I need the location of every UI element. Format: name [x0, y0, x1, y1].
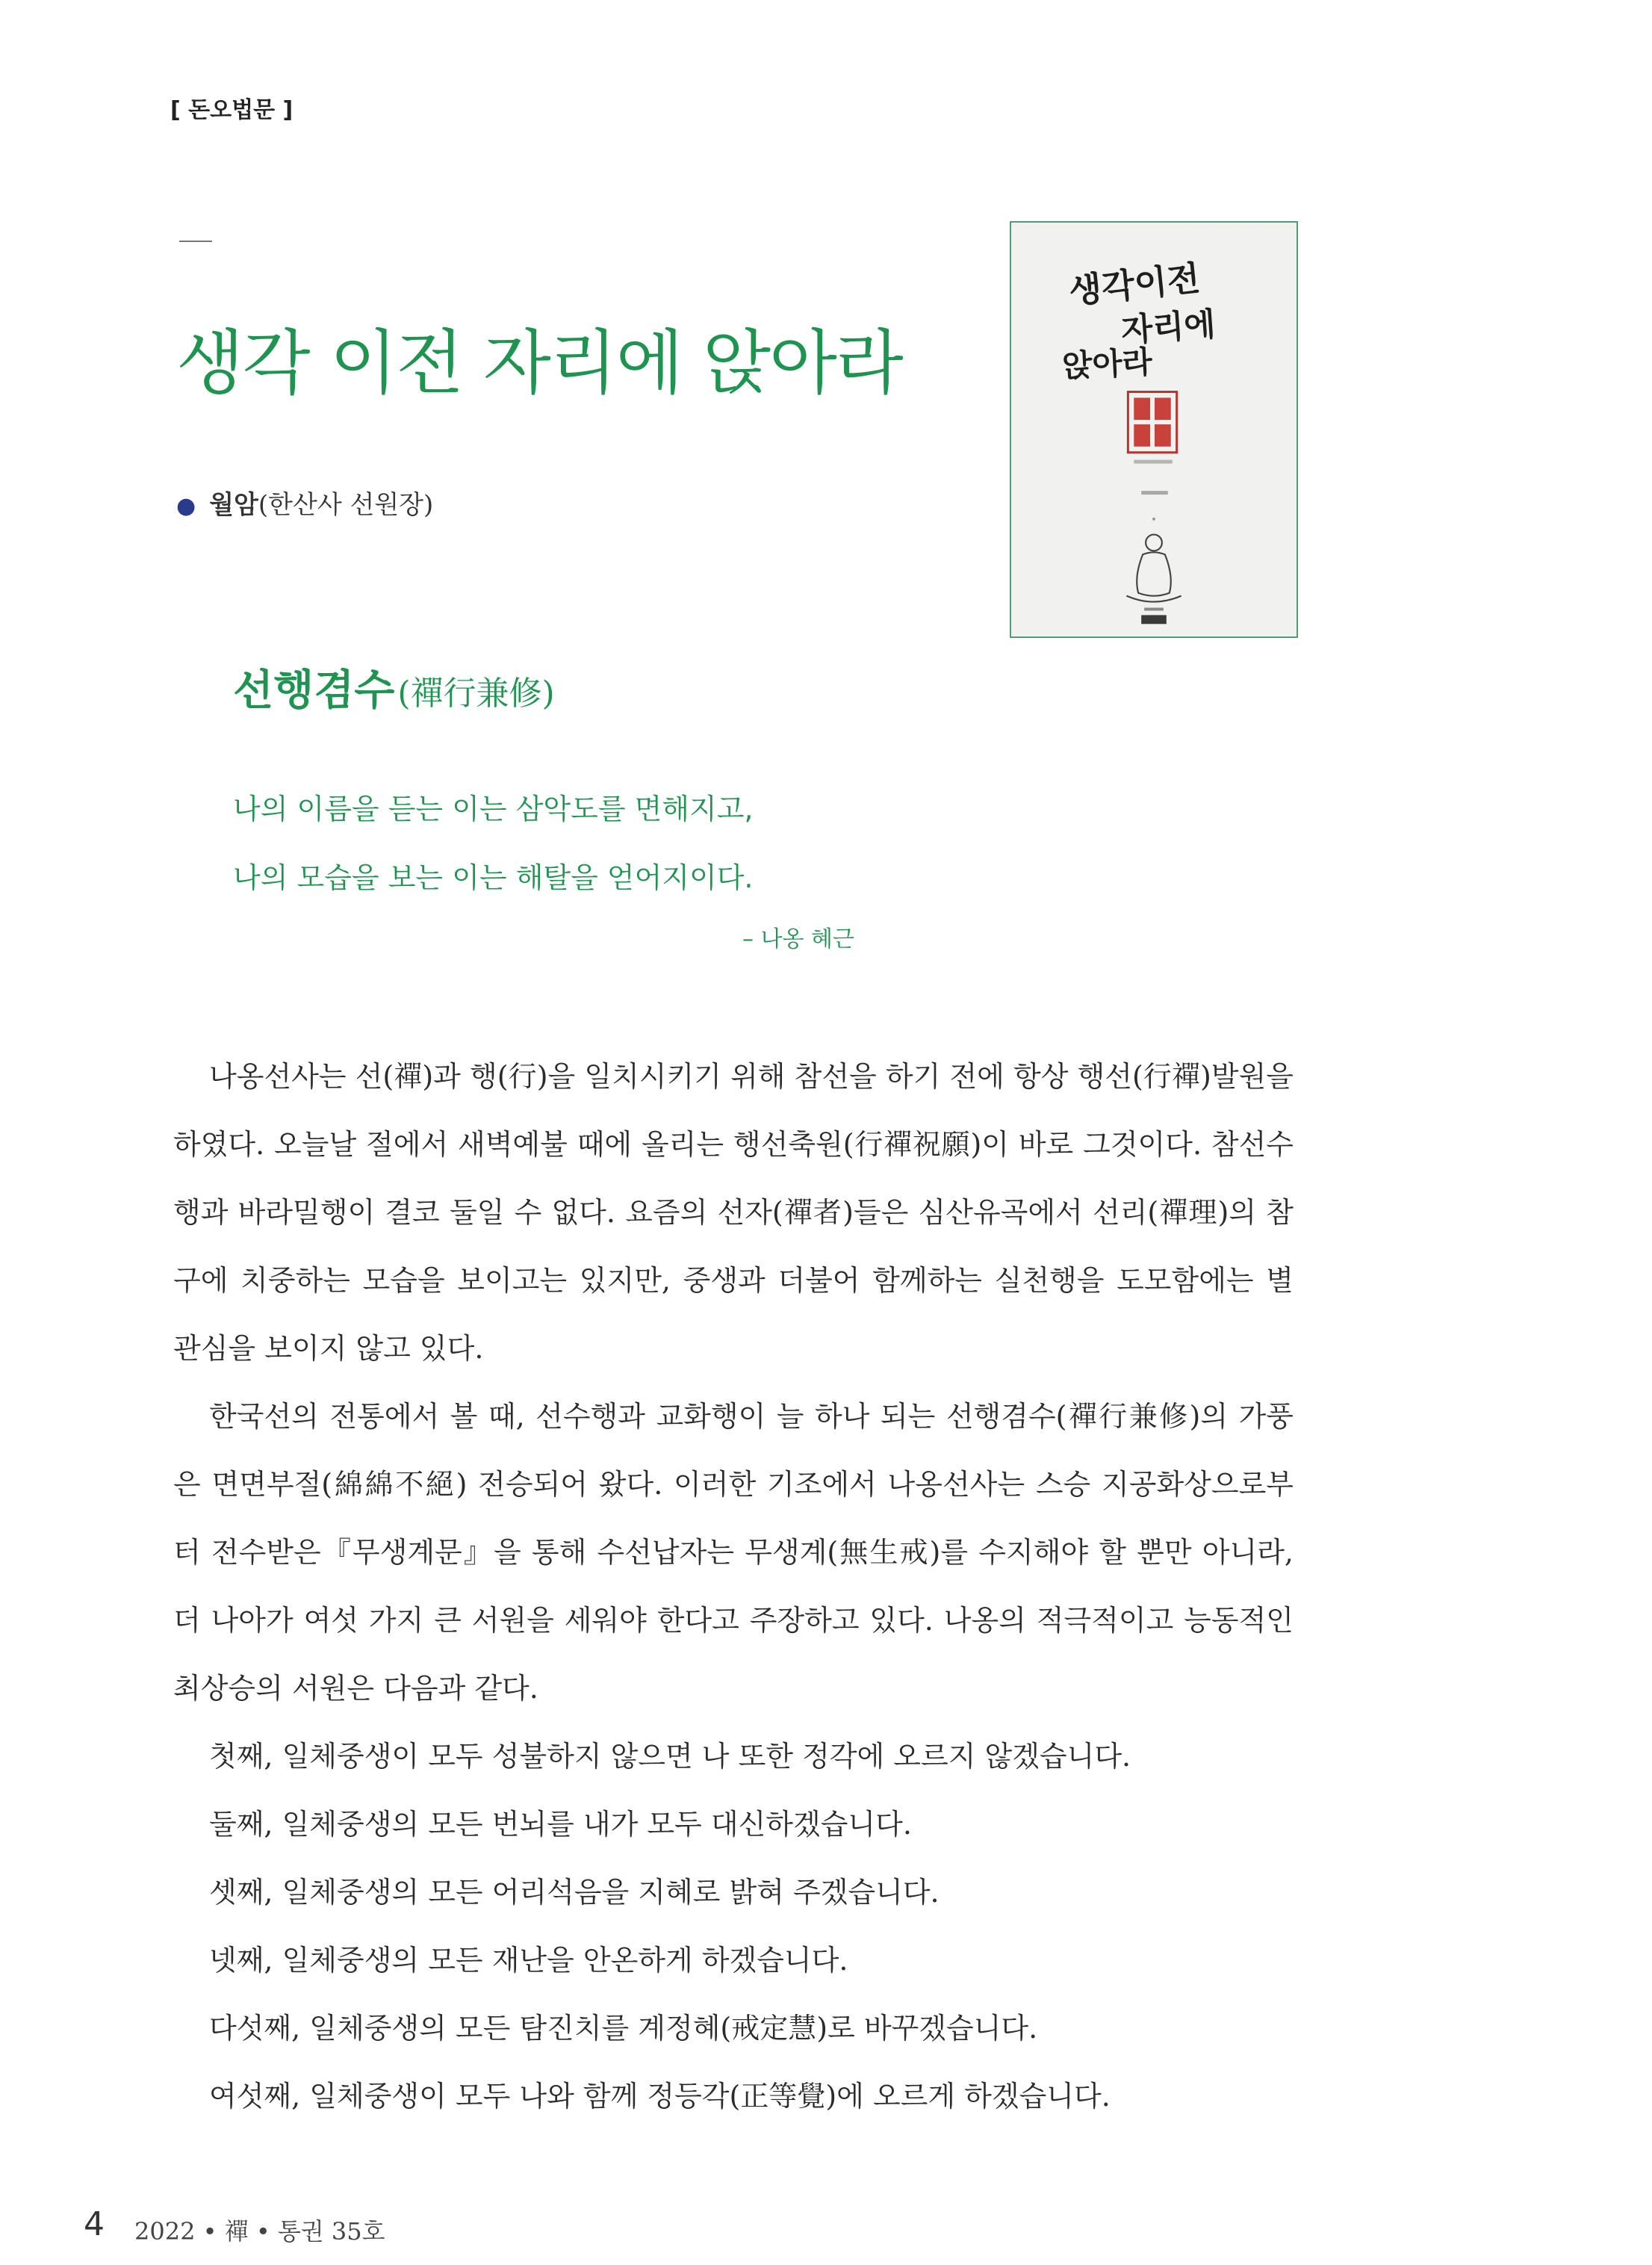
author-role: (한산사 선원장): [258, 490, 434, 520]
vow-item: 첫째, 일체중생이 모두 성불하지 않으면 나 또한 정각에 오르지 않겠습니다.: [209, 1740, 1131, 1773]
vow-item: 셋째, 일체중생의 모든 어리석음을 지혜로 밝혀 주겠습니다.: [209, 1876, 940, 1909]
vow-item: 여섯째, 일체중생이 모두 나와 함께 정등각(正等覺)에 오르게 하겠습니다.: [209, 2080, 1111, 2113]
article-title: 생각 이전 자리에 앉아라: [176, 323, 902, 404]
epigraph: [233, 786, 754, 923]
author-name: 월암: [209, 490, 258, 520]
epigraph-line: 나의 모습을 보는 이는 해탈을 얻어지이다.: [233, 861, 754, 894]
cover-title-line3: 앉아라: [1061, 343, 1154, 385]
page-number: 4: [84, 2205, 105, 2243]
vow-item: 넷째, 일체중생의 모든 재난을 안온하게 하겠습니다.: [209, 1944, 848, 1977]
cover-title-line1: 생각이전: [1066, 258, 1202, 312]
vow-item: 다섯째, 일체중생의 모든 탐진치를 계정혜(戒定慧)로 바꾸겠습니다.: [209, 2012, 1038, 2045]
body-paragraph: 나옹선사는 선(禪)과 행(行)을 일치시키기 위해 참선을 하기 전에 항상 행선(行禪)발원을 하였다. 오늘날 절에서 새벽예불 때에 올리는 행선축원(行禪祝願)이 바로 그것이다. 참선수행과 바라밀행이 결코 둘일 수 없다. 요즘의 선자(禪者)들은 심산유곡에서 선리(禪理)의 참구에 치중하는 모습을 보이고는 있지만, 중생과 더불어 함께하는 실천행을 도모함에는 별 관심을 보이지 않고 있다.: [173, 1060, 1294, 1365]
issue-info: 2022 • 禪 • 통권 35호: [134, 2217, 385, 2246]
body-paragraph: 한국선의 전통에서 볼 때, 선수행과 교화행이 늘 하나 되는 선행겸수(禪行兼修)의 가풍은 면면부절(綿綿不絕) 전승되어 왔다. 이러한 기조에서 나옹선사는 스승 지공화상으로부터 전수받은『무생계문』을 통해 수선납자는 무생계(無生戒)를 수지해야 할 뿐만 아니라, 더 나아가 여섯 가지 큰 서원을 세워야 한다고 주장하고 있다. 나옹의 적극적이고 능동적인 최상승의 서원은 다음과 같다.: [173, 1400, 1294, 1705]
vow-item: 둘째, 일체중생의 모든 번뇌를 내가 모두 대신하겠습니다.: [209, 1808, 912, 1841]
subheading-korean: 선행겸수: [233, 666, 395, 715]
section-subheading: [233, 657, 555, 717]
article-body: [173, 1043, 1294, 2131]
bullet-icon: ●: [176, 493, 196, 519]
subheading-hanja: (禪行兼修): [397, 675, 555, 713]
cover-title-line2: 자리에: [1120, 306, 1217, 350]
author-byline: [176, 484, 433, 521]
epigraph-source: – 나옹 혜근: [742, 926, 854, 952]
section-label: [ 돈오법문 ]: [170, 97, 294, 123]
book-cover-image: [1010, 221, 1298, 638]
epigraph-line: 나의 이름을 듣는 이는 삼악도를 면해지고,: [233, 793, 754, 825]
title-divider: [179, 241, 212, 242]
